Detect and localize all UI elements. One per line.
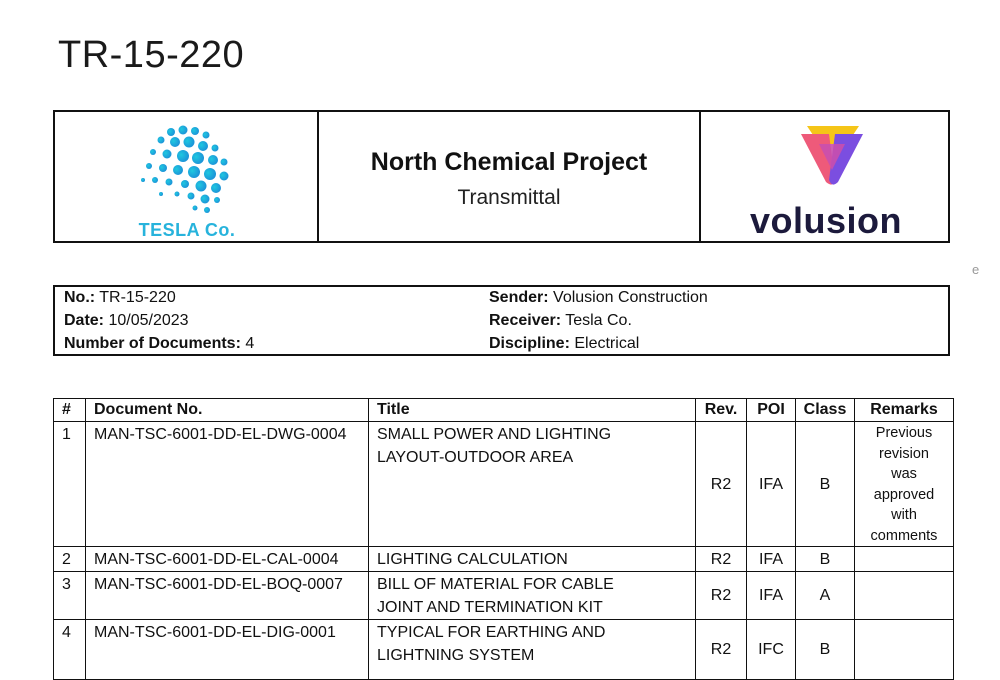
info-discipline — [489, 335, 639, 353]
row-title — [369, 620, 696, 680]
row-poi: IFA — [747, 422, 796, 547]
info-discipline-value: Electrical — [574, 335, 640, 352]
info-count-label: Number of Documents: — [64, 335, 241, 352]
info-receiver-label: Receiver: — [489, 312, 562, 329]
row-number: 1 — [54, 422, 86, 547]
row-document-no: MAN-TSC-6001-DD-EL-DWG-0004 — [86, 422, 369, 547]
row-poi: IFA — [747, 547, 796, 572]
tesla-logo-cell — [55, 112, 319, 241]
row-title — [369, 422, 696, 547]
info-receiver-value: Tesla Co. — [565, 312, 632, 329]
info-receiver — [489, 312, 632, 330]
row-document-no: MAN-TSC-6001-DD-EL-BOQ-0007 — [86, 572, 369, 620]
row-rev: R2 — [696, 572, 747, 620]
info-sender — [489, 289, 708, 307]
project-subtitle: Transmittal — [457, 186, 561, 209]
project-title-cell — [319, 112, 701, 241]
info-number — [64, 289, 176, 307]
table-row — [54, 620, 954, 680]
row-poi: IFA — [747, 572, 796, 620]
row-document-no: MAN-TSC-6001-DD-EL-DIG-0001 — [86, 620, 369, 680]
tesla-company-name: TESLA Co. — [138, 220, 236, 240]
col-header-document-no: Document No. — [86, 399, 369, 422]
remarks-line: was approved — [873, 466, 935, 503]
row-poi: IFC — [747, 620, 796, 680]
row-title-line: LAYOUT-OUTDOOR AREA — [377, 449, 574, 466]
header-box — [53, 110, 950, 243]
transmittal-info-box — [53, 285, 950, 356]
row-title-line: TYPICAL FOR EARTHING AND — [377, 624, 606, 641]
row-class: B — [796, 547, 855, 572]
info-count — [64, 335, 254, 353]
col-header-title: Title — [369, 399, 696, 422]
row-number: 4 — [54, 620, 86, 680]
col-header-remarks: Remarks — [855, 399, 954, 422]
col-header-poi: POI — [747, 399, 796, 422]
table-row — [54, 422, 954, 547]
info-date-label: Date: — [64, 312, 105, 329]
row-title-line: BILL OF MATERIAL FOR CABLE — [377, 576, 614, 593]
project-name: North Chemical Project — [370, 148, 648, 176]
row-number: 2 — [54, 547, 86, 572]
document-title: TR-15-220 — [58, 34, 245, 76]
row-title-line: LIGHTNING SYSTEM — [377, 647, 535, 664]
info-sender-value: Volusion Construction — [553, 289, 708, 306]
row-title-line: JOINT AND TERMINATION KIT — [377, 599, 603, 616]
row-title: LIGHTING CALCULATION — [369, 547, 696, 572]
col-header-number: # — [54, 399, 86, 422]
row-class: B — [796, 422, 855, 547]
remarks-line: Previous revision — [875, 425, 933, 462]
info-number-value: TR-15-220 — [99, 289, 176, 306]
row-rev: R2 — [696, 547, 747, 572]
tesla-globe-icon — [131, 122, 243, 220]
volusion-v-icon — [799, 122, 865, 190]
remarks-line: with comments — [870, 507, 938, 544]
row-number: 3 — [54, 572, 86, 620]
table-row — [54, 547, 954, 572]
col-header-class: Class — [796, 399, 855, 422]
row-class: B — [796, 620, 855, 680]
info-sender-label: Sender: — [489, 289, 549, 306]
info-discipline-label: Discipline: — [489, 335, 570, 352]
volusion-wordmark: volusion — [749, 200, 902, 241]
row-title-line: SMALL POWER AND LIGHTING — [377, 426, 612, 443]
info-number-label: No.: — [64, 289, 96, 306]
row-remarks — [855, 547, 954, 572]
info-date-value: 10/05/2023 — [108, 312, 189, 329]
row-rev: R2 — [696, 422, 747, 547]
stray-mark: e — [972, 262, 980, 277]
row-class: A — [796, 572, 855, 620]
col-header-rev: Rev. — [696, 399, 747, 422]
row-remarks — [855, 620, 954, 680]
info-date — [64, 312, 189, 330]
row-remarks — [855, 422, 954, 547]
volusion-logo-cell — [701, 112, 948, 241]
row-title — [369, 572, 696, 620]
documents-table — [53, 398, 954, 680]
info-count-value: 4 — [245, 335, 255, 352]
row-rev: R2 — [696, 620, 747, 680]
table-header-row — [54, 399, 954, 422]
row-document-no: MAN-TSC-6001-DD-EL-CAL-0004 — [86, 547, 369, 572]
row-remarks — [855, 572, 954, 620]
table-row — [54, 572, 954, 620]
